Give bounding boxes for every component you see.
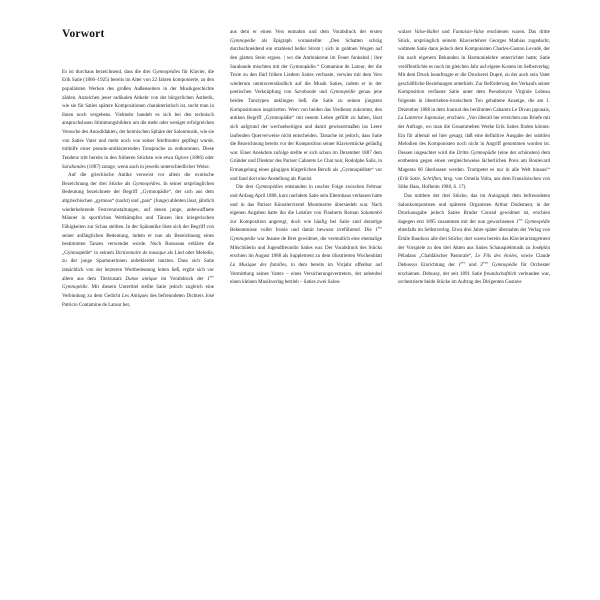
text-run: war Jeanne de Bret gewidmet, die vermutlich eine ehemalige Mitschülerin und Jugendfreundin Saties war. Der Vorabdruck des Stücks erschien im August 1888 als Supplement zu dem illustrierten Wochenblatt: [230, 236, 382, 260]
italic-run: Gymnopédie: [522, 218, 551, 225]
text-run: im Vorabdruck der: [157, 275, 208, 282]
text-run: und: [468, 261, 481, 268]
text-run: , hrsg. von Ornella Volta, aus dem Französischen von Silke Hass, Hofheim 1988, S. 17).: [398, 175, 550, 191]
text-run: Die drei: [236, 184, 256, 191]
italic-run: Les Antiques: [121, 292, 149, 299]
text-run: und: [438, 29, 453, 35]
ordinal-number: 1: [515, 218, 519, 225]
italic-run: Danse antique: [125, 275, 158, 282]
italic-run: Gymnopédie: [230, 37, 256, 44]
text-run: ebenfalls im Selbstverlag. Etwa drei Jahre später übernahm der Verlag von Émile Baudoux alle drei Stücke; dort waren bereits das Klavierarrangement der Vorspiele zu den drei Akten aus Saties Schauspielmusik zu Joséphin Péladans „Chaldäischer Pastorale“,: [398, 227, 550, 260]
italic-run: Fantaisie-Valse: [452, 29, 485, 35]
paragraph: [62, 68, 214, 172]
ordinal-number: 1: [458, 261, 462, 268]
italic-run: Salammbô: [360, 210, 382, 217]
italic-run: Gymnopédie: [230, 236, 256, 242]
text-run: (eine der schönsten) dem erstbesten gegen einen vergleichsweise lächerlichen Preis am Boulevard Magenta 66 überlassen werden. Trompetet es nur in alle Welt hinaus!“ (: [398, 149, 550, 182]
text-run: (1886) oder: [188, 154, 214, 161]
paragraph: [62, 171, 214, 309]
superscript-ordinal: ère: [209, 273, 214, 278]
italic-run: Dictionnaire de musique: [115, 249, 166, 256]
text-run: walzer: [398, 29, 415, 35]
italic-run: La Musique des familles: [230, 261, 287, 268]
text-run: Auf die griechische Antike verweist vor allem die exotische Bezeichnung der drei Stücke als: [62, 172, 214, 187]
italic-run: Gymnopédies: [152, 68, 181, 75]
italic-run: Erik Satie, Schriften: [399, 175, 441, 182]
text-run: (1887) zutage, wenn auch in jeweils unterschiedlicher Weise.: [85, 163, 210, 170]
paragraph: [398, 28, 550, 192]
italic-run: Sarabandes: [62, 163, 86, 170]
page-title: Vorwort: [62, 28, 105, 40]
text-run: Es ist durchaus bezeichnend, dass die drei: [62, 68, 153, 75]
paragraph: [230, 183, 382, 287]
text-run: , erschien: „Von überall her erreichen uns Briefe mit der Anfrage, wo man die Gesammelten Werke Erik Saties finden könnte. Ein für allemal sei hier gesagt, daß eine definitive Ausgabe der subtilen Melodien des Komponisten noch nicht in Angriff genommen worden ist. Dessen ungeachtet wird die: [398, 115, 550, 156]
italic-run: Gymnopédies: [132, 180, 160, 187]
superscript-ordinal: ère: [377, 225, 382, 230]
column-2-body: [230, 28, 382, 287]
italic-run: Gymnopédies: [255, 184, 283, 191]
text-run: für Klavier, die Erik Satie (1866–1925) bereits im Alter von 22 Jahren komponierte, zu den populärsten Werken des großen Außenseiters in der Musikgeschichte zählen. Anzeichen jener radikalen Abkehr von der bürgerlichen Ästhetik, wie sie für Saties spätere Kompositionen charakteristisch ist, sucht man in ihnen noch vergebens. Vielmehr handelt es sich bei den technisch anspruchslosen Stimmungsbildern um die mehr oder weniger erfolgreichen Versuche des Autodidakten, der heimischen Sphäre der Salonmusik, wie sie von Saties Vater und mehr noch von seiner Stiefmutter gepflegt wurde, mithilfe einer pseudo-antikisierenden Tonsprache zu entkommen. Diese Tendenz tritt bereits in den früheren Stücken wie etwa: [62, 68, 215, 161]
text-run: und: [316, 89, 330, 96]
text-run: , in dem bereits im Vorjahr offenbar auf Vermittlung seines Vaters – eines Versicherungsvertreters, der nebenbei einen kleinen Musikverlag betrieb – Saties zwei Salon-: [230, 261, 382, 286]
paragraph: [398, 192, 550, 287]
text-run: , sowie Claude Debussys Einrichtung der: [398, 253, 550, 268]
italic-run: Le Fils des étoiles: [475, 253, 517, 260]
italic-run: Gymnopédie: [62, 284, 88, 291]
italic-run: Gymnopédie: [488, 261, 518, 268]
superscript-ordinal: ère: [518, 217, 523, 222]
ordinal-number: 3: [480, 261, 483, 268]
text-run: erschienen waren. Das dritte Stück, ursprünglich seinem Klavierlehrer Georges Mathias zugedacht, widmete Satie dann jedoch dem Komponisten Charles-Gaston Levadé, der ihn nach eigenem Bekunden in Harmonielehre unterrichtet hatte; Satie veröffentlichte es noch im gleichen Jahr auf eigene Kosten im Selbstverlag. Mit dem Druck beauftragte er die Druckerei Dupré, zu der auch sein Vater geschäftliche Beziehungen unterhielt. Zur Beförderung des Verkaufs seiner Komposition verfasste Satie unter dem Pseudonym Virginie Lebeau folgende in übertrieben-ironischem Ton gehaltene Anzeige, die am 1. Dezember 1888 in dem Journal des berühmten Cabarets Le Divan japonais,: [398, 29, 550, 113]
text-run: Das mittlere der drei Stücke, das im Autograph dem befreundeten Salonkomponisten und späteren Organisten Arthur Dodement, in der Druckausgabe jedoch Saties Bruder Conrad gewidmet ist, erschien dagegen erst 1895 zusammen mit der nun gewachsenen: [398, 192, 550, 225]
superscript-ordinal: ème: [482, 260, 489, 265]
italic-run: freundschaftlich: [483, 270, 517, 277]
italic-run: Ogives: [174, 154, 189, 161]
ordinal-number: 1: [375, 227, 378, 234]
text-run: genau jene beiden Tanztypen anklingen ließ, die Satie zu seinen jüngsten Kompositionen inspirierten. Wem von beiden das Verdienst zukommt, den antiken Begriff „Gymnopädie“ mit neuem Leben gefüllt zu haben, lässt sich aufgrund der wechselseitigen und damit gewissermaßen ins Leere laufenden Querverweise nicht entscheiden. Tatsache ist jedoch, dass Satie die Bezeichnung bereits vor der Komposition seiner Klavierstücke geläufig war. Einer Anekdote zufolge stellte er sich schon im Dezember 1887 dem Gründer und Direktor des Pariser Cabarets Le Chat noir, Rodolphe Salis, in Ermangelung eines gängigen bürgerlichen Berufs als „Gymnopédiste“ vor und fand dort eine Anstellung als Pianist.: [230, 89, 382, 182]
text-run: entstanden in rascher Folge zwischen Februar und Anfang April 1888, kurz nachdem Satie sein Elternhaus verlassen hatte und in das Pariser Künstlerviertel Montmartre übersiedelt war. Nach eigenen Angaben hatte ihn die Lektüre von Flauberts Roman: [230, 184, 382, 217]
text-run: zur Komposition angeregt, doch wie häufig bei Satie sind derartige Bekenntnisse voller Ironie und damit bewusst irreführend. Die: [230, 218, 382, 234]
italic-run: Valse-Ballet: [414, 29, 439, 35]
text-column-1: [62, 28, 214, 309]
ordinal-number: 1: [207, 275, 210, 282]
text-run: verbunden war, orchestrierte beide Stücke im Auftrag des Dirigenten Gustave: [398, 270, 551, 286]
text-run: als Epigraph voranstellte: „Den Schatten schräg durchschneidend ein strahlend heller Strom | sich in goldnen Wogen auf den glatten Stein ergoss. | wo die Ambrakerne im Feuer funkelnd | ihre Sarabande mischten mit der Gymnopädie.“ Contamine de Latour, der die Texte zu den fünf frühen Liedern Saties verfasste, verwies mit dem Vers wiederum unmissverständlich auf die Musik Saties, indem er in der poetischen Verknüpfung von: [230, 37, 382, 96]
paragraph: [230, 28, 382, 183]
italic-run: Gymnopédie: [329, 89, 356, 96]
column-3-body: [398, 28, 550, 287]
text-run: . Mit diesem Untertitel stellte Satie jedoch zugleich eine Verbindung zu dem Gedicht: [62, 284, 214, 299]
column-1-body: [62, 68, 214, 310]
italic-run: La Lanterne Japonaise: [398, 115, 445, 122]
italic-run: Dritte Gymnopädie: [456, 149, 497, 156]
text-run: als Lied oder Melodie, zu der junge Spartanerinnen unbekleidet tanzten. Dass sich Satie tatsächlich von der letzteren Wortbedeutung leiten ließ, ergibt sich vor allem aus dem Titelzusatz: [62, 249, 214, 282]
text-run: für Orchester erschienen. Debussy, der seit 1891 Satie: [398, 261, 551, 277]
italic-run: Sarabande: [294, 89, 317, 96]
text-run: des befreundeten Dichters José Patricio Contamine de Latour her,: [62, 292, 214, 308]
three-column-layout: [62, 28, 551, 576]
text-column-3: [398, 28, 550, 287]
text-column-2: [230, 28, 382, 287]
text-run: . In seiner ursprünglichen Bedeutung bezeichnete der Begriff „Gymnopädie“, der sich aus dem altgriechischen „gymnos“ (nackt) und „pais“ (Junge) ableiten lässt, jährlich wiederkehrende Festveranstaltungen, auf denen junge, unbewaffnete Männer in sportlichen Wettkämpfen und Tänzen ihre kriegerischen Fähigkeiten zur Schau stellten. In der Spätantike löste sich der Begriff von seiner anfänglichen Bedeutung, indem er nun als Bezeichnung eines bestimmten Tanzes verwendet wurde. Noch Rousseau erklärte die „Gymnopédie“ in seinem: [62, 180, 214, 256]
superscript-ordinal: ère: [461, 260, 466, 265]
text-run: aus dem er einen Vers entnahm und dem Vorabdruck der ersten: [230, 29, 382, 35]
